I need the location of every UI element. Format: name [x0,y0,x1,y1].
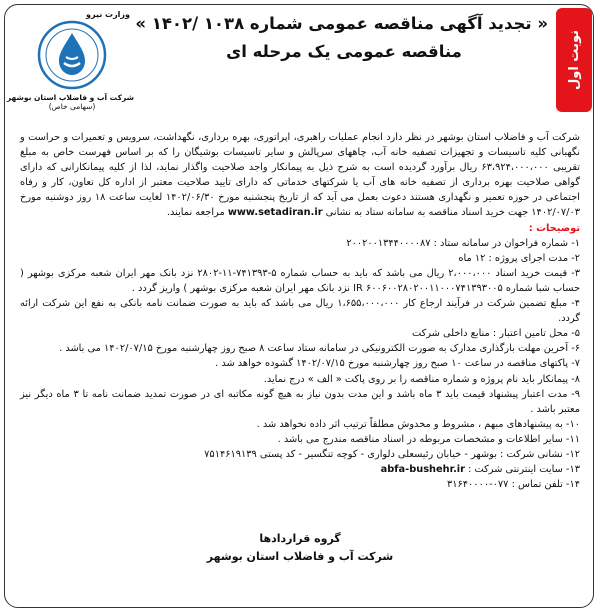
notice-title: « تجدید آگهی مناقصه عمومی شماره ۱۰۳۸ /۱۴۰۲ » [135,14,548,33]
notes-title: توضیحات : [528,222,580,234]
note-item-11: ۱۱- سایر اطلاعات و مشخصات مربوطه در اسناد مناقصه مندرج می باشد . [277,433,580,445]
company-type: (سهامی خاص) [48,102,96,111]
note-item-8: ۸- پیمانکار باید نام پروژه و شماره مناقصه را بر روی پاکت « الف » درج نماید. [263,373,580,385]
note-item-14: ۱۴- تلفن تماس : ۰۷۷-۳۱۶۴۰۰۰۰ [447,479,580,491]
notice-header [135,10,548,66]
notice-footer [200,530,400,566]
note-item-7: ۷- پاکتهای مناقصه در ساعت ۱۰ صبح روز چهارشنبه مورخ ۱۴۰۲/۰۷/۱۵ گشوده خواهد شد . [215,358,580,370]
company-logo-block [6,10,134,128]
first-publication-badge [556,8,592,112]
intro-ending: مراجعه نمایند. [166,207,225,219]
note-item-1: ۱- شماره فراخوان در سامانه ستاد : ۲۰۰۲۰۰۱۳۴۴۰۰۰۰۸۷ [346,237,580,249]
note-item-2: ۲- مدت اجرای پروژه : ۱۲ ماه [458,252,580,264]
note-item-10: ۱۰- به پیشنهادهای مبهم ، مشروط و مخدوش مطلقاً ترتیب اثر داده نخواهد شد . [256,418,580,430]
footer-company: شرکت آب و فاضلاب استان بوشهر [206,550,394,563]
notice-subtitle: مناقصه عمومی یک مرحله ای [226,42,462,61]
notice-body [20,130,580,492]
ministry-name: وزارت نیرو [86,10,130,19]
company-name: شرکت آب و فاضلاب استان بوشهر [6,93,134,102]
company-website-link[interactable]: abfa-bushehr.ir [380,464,465,476]
footer-department: گروه قراردادها [259,532,341,545]
note-item-6: ۶- آخرین مهلت بارگذاری مدارک به صورت الکترونیکی در سامانه ستاد ساعت ۸ صبح روز چهارشنبه مورخ ۱۴۰۲/۰۷/۱۵ می باشد . [59,343,580,355]
setad-website-link[interactable]: www.setadiran.ir [227,207,323,219]
note-item-13-label: ۱۳- سایت اینترنتی شرکت : [468,464,580,476]
water-drop-logo-icon [37,19,107,91]
note-item-4: ۴- مبلغ تضمین شرکت در فرآیند ارجاع کار ۱،۶۵۵،۰۰۰،۰۰۰ ریال می باشد که باید به صورت ضمانت نامه بانکی به نفع این شرکت ارائه گردد. [20,298,580,325]
intro-paragraph [20,130,580,221]
note-item-13 [20,462,580,477]
badge-label: نوبت اول [566,29,582,91]
note-item-9: ۹- مدت اعتبار پیشنهاد قیمت باید ۳ ماه باشد و این مدت بدون نیاز به هیچ گونه مکاتبه ای در صورت تمدید ضمانت نامه تا ۳ ماه دیگر نیز معتبر باشد . [20,388,580,415]
intro-text: شرکت آب و فاضلاب استان بوشهر در نظر دارد انجام عملیات راهبری، اپراتوری، بهره برداری، نگهداشت، سرویس و تعمیرات و حراست و نگهبانی کلیه تاسیسات و تجهیزات تصفیه خانه آب، چاههای سرپالش و سایر تاسیسات بوشیگان را که بر اساس فهرست خاص به مبلغ تقریبی ۶۳،۹۲۴،۰۰۰،۰۰۰ ریال برآورد گردیده است به شرح ذیل به پیمانکار واجد صلاحیت واگذار نماید، لذا از کلیه پیمانکارانی که دارای گواهی صلاحیت بهره برداری از تصفیه خانه های آب یا شرکتهای خدماتی که دارای تایید صلاحیت معتبر از اداره کل تعاون، کار و رفاه اجتماعی در حوزه تعمیر و نگهداری هستند دعوت بعمل می آید که از تاریخ پنجشنبه مورخ ۱۴۰۲/۰۶/۳۰ لغایت ساعت ۱۸ روز دوشنبه مورخ ۱۴۰۲/۰۷/۰۳ جهت خرید اسناد مناقصه به سامانه ستاد به نشانی [20,132,580,219]
note-item-12: ۱۲- نشانی شرکت : بوشهر - خیابان رئیسعلی دلواری - کوچه تنگسیر - کد پستی ۷۵۱۴۶۱۹۱۳۹ [204,448,580,460]
note-item-3: ۳- قیمت خرید اسناد ۲،۰۰۰،۰۰۰ ریال می باشد که باید به حساب شماره ۵-۷۴۱۳۹۳-۱۱-۲۸۰۲ نزد بانک مهر ایران شعبه مرکزی بوشهر ( حساب شبا شماره IR ۶۰۰۶۰۰۲۸۰۲۰۰۱۱۰۰۰۷۴۱۳۹۳۰۰۵ نزد بانک مهر ایران شعبه مرکزی بوشهر ) واریز گردد . [20,267,580,294]
note-item-5: ۵- محل تامین اعتبار : منابع داخلی شرکت [411,328,580,340]
